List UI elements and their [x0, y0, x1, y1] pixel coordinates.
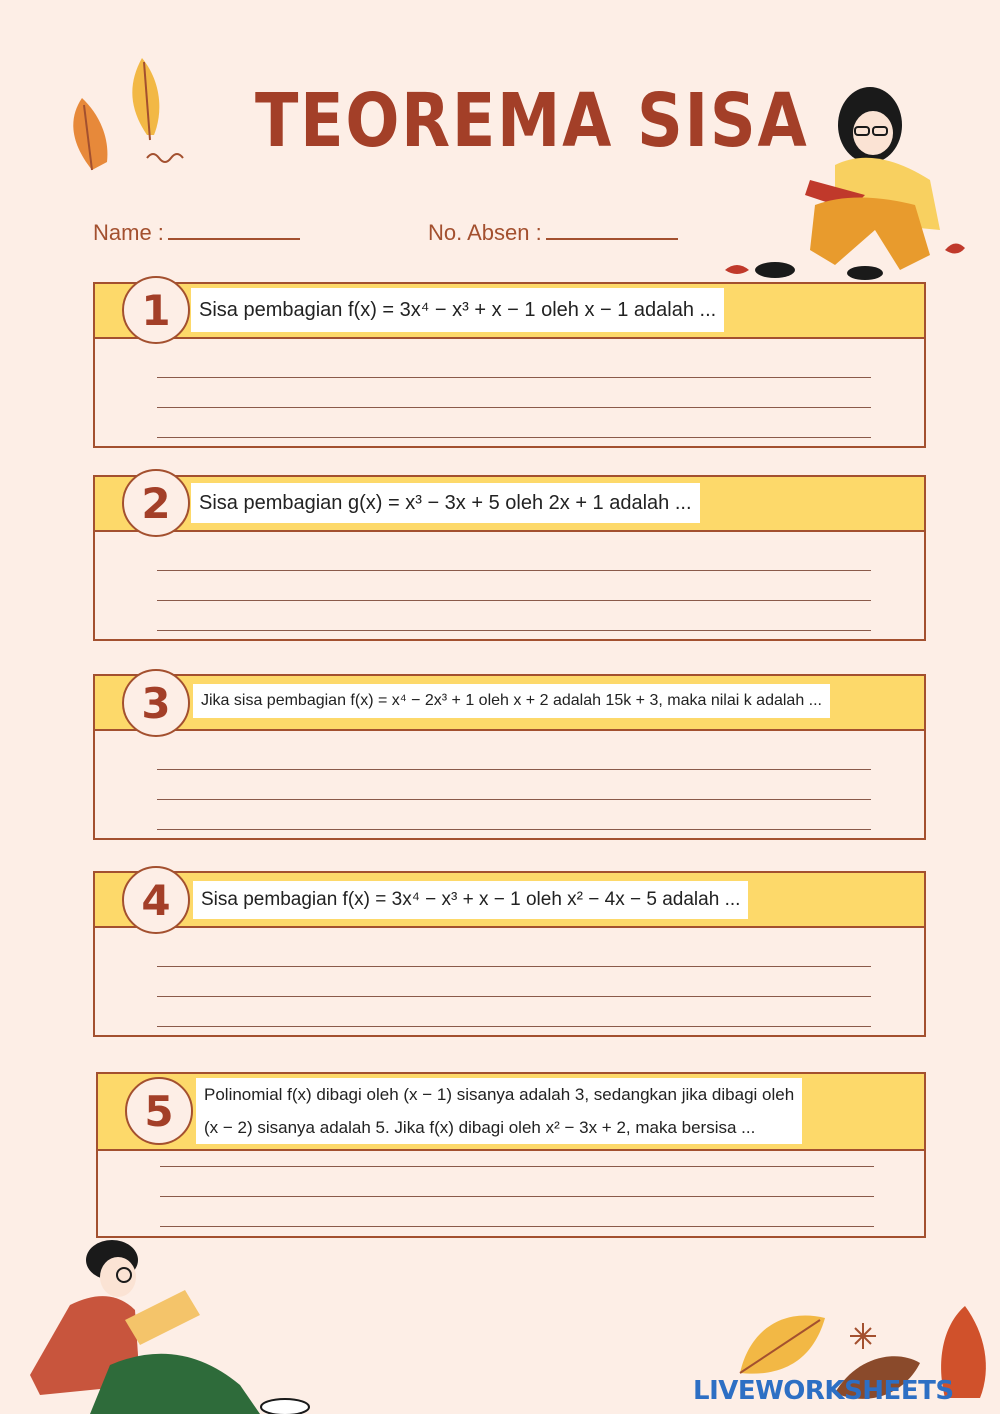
page-title: TEOREMA SISA — [255, 78, 809, 164]
question-header — [95, 873, 924, 928]
question-number: 2 — [122, 469, 190, 537]
question-text: Sisa pembagian f(x) = 3x⁴ − x³ + x − 1 oleh x − 1 adalah ... — [191, 288, 724, 332]
answer-line — [157, 630, 871, 631]
answer-line — [157, 1026, 871, 1027]
absen-field[interactable] — [428, 220, 678, 246]
question-header — [95, 477, 924, 532]
question-number: 1 — [122, 276, 190, 344]
question-number: 3 — [122, 669, 190, 737]
answer-line — [157, 407, 871, 408]
question-card — [93, 475, 926, 641]
boy-reading-illustration — [20, 1235, 310, 1414]
question-text — [196, 1078, 802, 1144]
question-text: Sisa pembagian g(x) = x³ − 3x + 5 oleh 2x + 1 adalah ... — [191, 483, 700, 523]
answer-line — [160, 1226, 874, 1227]
answer-line — [157, 437, 871, 438]
answer-line — [157, 600, 871, 601]
answer-line — [157, 996, 871, 997]
question-text-line: Polinomial f(x) dibagi oleh (x − 1) sisanya adalah 3, sedangkan jika dibagi oleh — [204, 1084, 795, 1104]
absen-label: No. Absen : — [428, 220, 542, 245]
question-text: Sisa pembagian f(x) = 3x⁴ − x³ + x − 1 oleh x² − 4x − 5 adalah ... — [193, 881, 748, 919]
autumn-leaf-icon — [62, 50, 202, 190]
question-header — [95, 676, 924, 731]
question-text-line: (x − 2) sisanya adalah 5. Jika f(x) dibagi oleh x² − 3x + 2, maka bersisa ... — [204, 1117, 756, 1137]
answer-line — [157, 966, 871, 967]
liveworksheets-watermark: LIVEWORKSHEETS — [693, 1376, 954, 1406]
answer-line — [160, 1196, 874, 1197]
question-number: 5 — [125, 1077, 193, 1145]
question-header — [95, 284, 924, 339]
absen-blank[interactable] — [546, 224, 678, 240]
name-label: Name : — [93, 220, 164, 245]
question-card — [96, 1072, 926, 1238]
answer-line — [157, 769, 871, 770]
question-number: 4 — [122, 866, 190, 934]
answer-line — [157, 377, 871, 378]
question-card — [93, 282, 926, 448]
name-blank[interactable] — [168, 224, 300, 240]
question-card — [93, 871, 926, 1037]
name-field[interactable] — [93, 220, 300, 246]
question-text: Jika sisa pembagian f(x) = x⁴ − 2x³ + 1 oleh x + 2 adalah 15k + 3, maka nilai k adalah ... — [193, 684, 830, 718]
question-header — [98, 1074, 924, 1151]
girl-reading-illustration — [715, 85, 985, 285]
answer-line — [157, 829, 871, 830]
question-card — [93, 674, 926, 840]
answer-line — [160, 1166, 874, 1167]
answer-line — [157, 570, 871, 571]
answer-line — [157, 799, 871, 800]
